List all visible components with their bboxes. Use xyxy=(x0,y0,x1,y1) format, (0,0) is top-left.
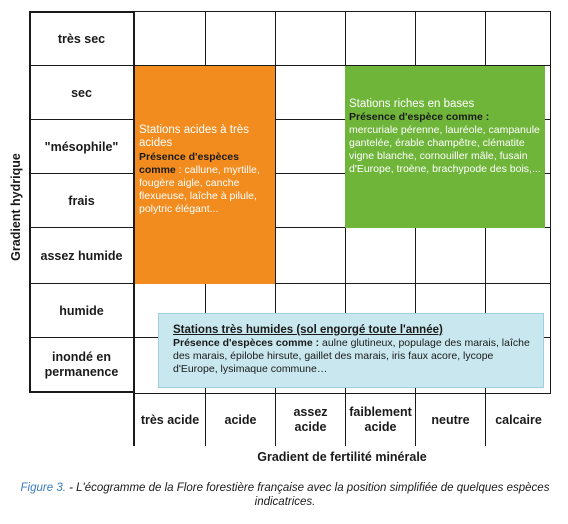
row-label-assez-humide: assez humide xyxy=(40,248,123,263)
grid-line xyxy=(29,11,551,12)
zone-rich-presence: Présence d'espèce comme : xyxy=(349,111,490,123)
row-label-inonde: inondé en permanence xyxy=(44,350,119,379)
zone-humid-presence: Présence d'espèces comme : xyxy=(173,337,320,349)
zone-acid-stations xyxy=(135,66,275,284)
row-label-frais: frais xyxy=(68,193,95,208)
y-axis-title: Gradient hydrique xyxy=(9,153,23,261)
zone-rich-title: Stations riches en bases xyxy=(349,98,475,110)
row-label-frame xyxy=(29,11,135,393)
zone-rich-species: mercuriale pérenne, lauréole, campanule gantelée, érable champêtre, clématite vigne blanche, cornouiller mâle, fusain d'Europe, troène, brachypode des bois,... xyxy=(349,124,541,175)
col-label-faiblement-acide: faiblement acide xyxy=(346,394,416,446)
row-label-sec: sec xyxy=(71,85,92,100)
grid-line xyxy=(29,283,551,284)
row-label-mesophile: "mésophile" xyxy=(44,139,119,154)
x-axis-labels xyxy=(133,393,551,445)
col-label-neutre: neutre xyxy=(416,394,486,446)
col-label-acide: acide xyxy=(206,394,276,446)
x-axis-title: Gradient de fertilité minérale xyxy=(257,450,427,464)
col-label-calcaire: calcaire xyxy=(495,412,542,427)
col-label-tres-acide: très acide xyxy=(135,394,206,446)
row-label-tres-sec: très sec xyxy=(57,31,106,46)
zone-acid-species: : callune, myrtille, fougère aigle, canche flexueuse, laîche à pilule, polytric élégant... xyxy=(139,164,260,215)
zone-humid-species: aulne glutineux, populage des marais, laîche des marais, épilobe hirsute, gaillet des marais, iris faux acore, lycope d'Europe, lysimaque commune… xyxy=(173,337,530,375)
y-axis-title-container xyxy=(5,143,27,271)
zone-acid-presence: Présence d'espèces comme xyxy=(139,151,239,176)
row-label-humide: humide xyxy=(59,303,104,318)
col-label-assez-acide: assez acide xyxy=(276,394,346,446)
caption-text: - L'écogramme de la Flore forestière française avec la position simplifiée de quelques espèces indicatrices. xyxy=(65,482,550,508)
figure-caption xyxy=(20,481,550,509)
zone-acid-title: Stations acides à très acides xyxy=(139,124,249,149)
zone-humid-title: Stations très humides (sol engorgé toute l'année) xyxy=(173,324,443,336)
grid-line xyxy=(550,11,551,393)
caption-figure-number: Figure 3. xyxy=(20,482,66,494)
zone-humid-stations xyxy=(158,313,544,388)
zone-rich-stations xyxy=(345,66,545,228)
